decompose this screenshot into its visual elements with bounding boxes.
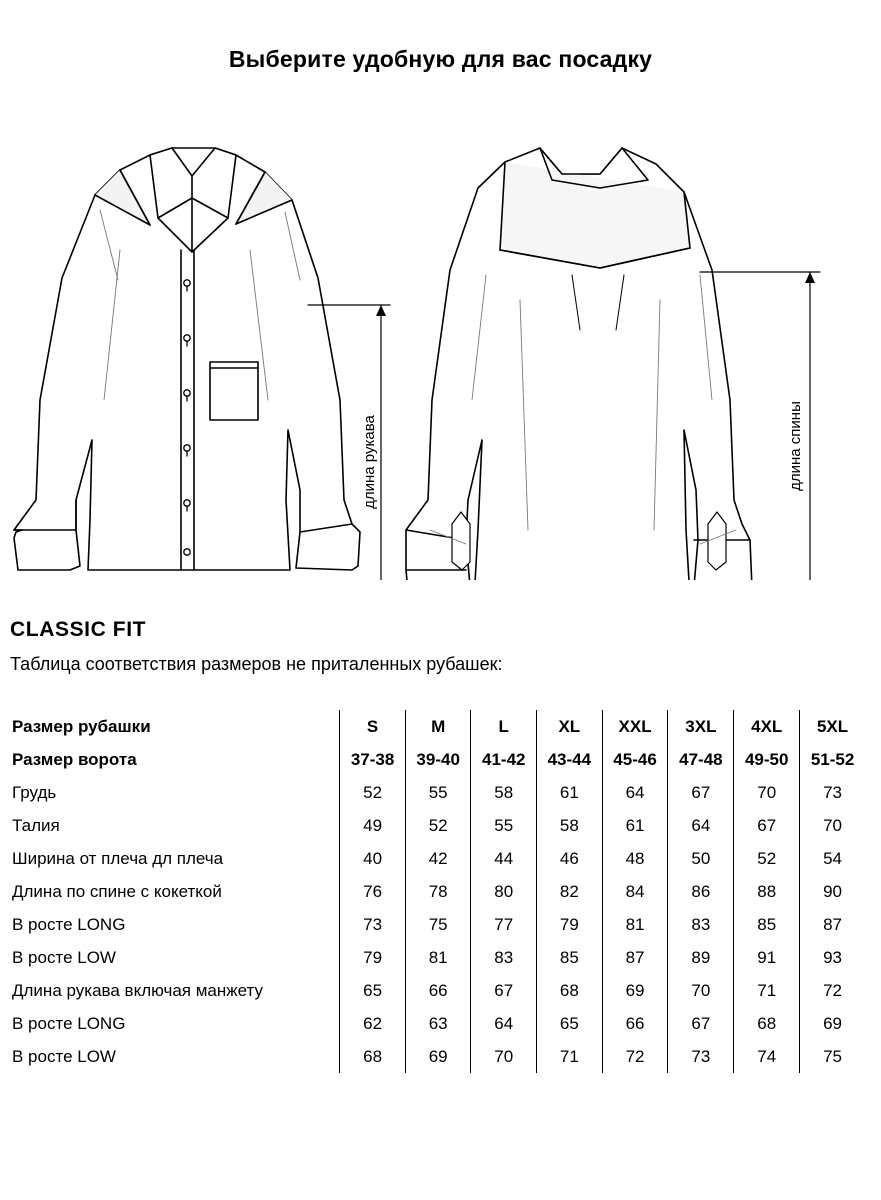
- measurement-cell: 54: [800, 842, 865, 875]
- measurement-cell: 93: [800, 941, 865, 974]
- measurement-cell: 41-42: [471, 743, 537, 776]
- measurement-cell: 61: [537, 776, 603, 809]
- row-label: В росте LOW: [12, 1046, 116, 1066]
- measurement-cell: 44: [471, 842, 537, 875]
- measurement-cell: 46: [537, 842, 603, 875]
- size-table: [10, 710, 865, 1073]
- row-label: Длина рукава включая манжету: [12, 980, 264, 1000]
- row-label: В росте LONG: [12, 1013, 126, 1033]
- measurement-cell: 83: [668, 908, 734, 941]
- measurement-cell: 40: [340, 842, 406, 875]
- sleeve-length-label: длина рукава: [361, 415, 378, 509]
- measurement-cell: 69: [602, 974, 668, 1007]
- measurement-cell: 49: [340, 809, 406, 842]
- measurement-cell: 62: [340, 1007, 406, 1040]
- measurement-cell: 65: [340, 974, 406, 1007]
- measurement-cell: 66: [405, 974, 471, 1007]
- measurement-cell: 87: [800, 908, 865, 941]
- table-row: [10, 1040, 865, 1073]
- measurement-cell: 48: [602, 842, 668, 875]
- measurement-cell: 72: [602, 1040, 668, 1073]
- size-column-header: XXL: [602, 710, 668, 743]
- measurement-cell: 64: [602, 776, 668, 809]
- shirt-front-view: [14, 148, 360, 570]
- measurement-cell: 88: [734, 875, 800, 908]
- measurement-cell: 58: [471, 776, 537, 809]
- measurement-cell: 37-38: [340, 743, 406, 776]
- table-row: [10, 776, 865, 809]
- shirt-back-view: [406, 148, 752, 580]
- measurement-cell: 68: [340, 1040, 406, 1073]
- measurement-cell: 75: [405, 908, 471, 941]
- measurement-cell: 80: [471, 875, 537, 908]
- page-title: Выберите удобную для вас посадку: [228, 46, 653, 72]
- measurement-cell: 79: [340, 941, 406, 974]
- table-row: [10, 743, 865, 776]
- table-row: [10, 908, 865, 941]
- row-label: Размер ворота: [12, 749, 137, 769]
- measurement-cell: 91: [734, 941, 800, 974]
- measurement-cell: 82: [537, 875, 603, 908]
- measurement-cell: 73: [340, 908, 406, 941]
- measurement-cell: 61: [602, 809, 668, 842]
- measurement-cell: 67: [734, 809, 800, 842]
- measurement-cell: 72: [800, 974, 865, 1007]
- measurement-cell: 70: [668, 974, 734, 1007]
- size-table-body: [10, 710, 865, 1073]
- measurement-cell: 68: [734, 1007, 800, 1040]
- table-row: [10, 941, 865, 974]
- measurement-cell: 84: [602, 875, 668, 908]
- measurement-cell: 42: [405, 842, 471, 875]
- shirt-diagram: [0, 100, 881, 580]
- measurement-cell: 90: [800, 875, 865, 908]
- row-label: В росте LOW: [12, 947, 116, 967]
- measurement-cell: 47-48: [668, 743, 734, 776]
- measurement-cell: 66: [602, 1007, 668, 1040]
- back-length-label: длина спины: [787, 401, 804, 491]
- table-header-label: Размер рубашки: [12, 716, 151, 736]
- measurement-cell: 74: [734, 1040, 800, 1073]
- row-label: В росте LONG: [12, 914, 126, 934]
- measurement-cell: 52: [405, 809, 471, 842]
- measurement-cell: 67: [668, 776, 734, 809]
- measurement-cell: 85: [537, 941, 603, 974]
- measurement-cell: 78: [405, 875, 471, 908]
- measurement-cell: 86: [668, 875, 734, 908]
- measurement-cell: 73: [668, 1040, 734, 1073]
- size-column-header: 5XL: [800, 710, 865, 743]
- measurement-cell: 67: [471, 974, 537, 1007]
- size-column-header: 4XL: [734, 710, 800, 743]
- measurement-cell: 69: [800, 1007, 865, 1040]
- row-label: Грудь: [12, 782, 57, 802]
- measurement-cell: 65: [537, 1007, 603, 1040]
- measurement-cell: 55: [471, 809, 537, 842]
- measurement-cell: 63: [405, 1007, 471, 1040]
- measurement-cell: 70: [734, 776, 800, 809]
- measurement-cell: 70: [471, 1040, 537, 1073]
- measurement-cell: 69: [405, 1040, 471, 1073]
- size-column-header: M: [405, 710, 471, 743]
- table-row: [10, 875, 865, 908]
- size-column-header: S: [340, 710, 406, 743]
- table-row: [10, 842, 865, 875]
- measurement-cell: 75: [800, 1040, 865, 1073]
- measurement-cell: 81: [602, 908, 668, 941]
- measurement-cell: 76: [340, 875, 406, 908]
- measurement-cell: 58: [537, 809, 603, 842]
- row-label: Талия: [12, 815, 60, 835]
- measurement-cell: 51-52: [800, 743, 865, 776]
- table-row: [10, 1007, 865, 1040]
- table-row: [10, 974, 865, 1007]
- measurement-cell: 45-46: [602, 743, 668, 776]
- size-column-header: L: [471, 710, 537, 743]
- measurement-cell: 83: [471, 941, 537, 974]
- measurement-cell: 85: [734, 908, 800, 941]
- size-table-wrapper: [10, 710, 870, 1073]
- row-label: Длина по спине с кокеткой: [12, 881, 222, 901]
- measurement-cell: 89: [668, 941, 734, 974]
- measurement-cell: 73: [800, 776, 865, 809]
- measurement-cell: 79: [537, 908, 603, 941]
- measurement-cell: 77: [471, 908, 537, 941]
- measurement-cell: 43-44: [537, 743, 603, 776]
- measurement-cell: 70: [800, 809, 865, 842]
- measurement-cell: 52: [734, 842, 800, 875]
- measurement-cell: 81: [405, 941, 471, 974]
- table-row: [10, 809, 865, 842]
- measurement-cell: 49-50: [734, 743, 800, 776]
- row-label: Ширина от плеча дл плеча: [12, 848, 224, 868]
- measurement-cell: 39-40: [405, 743, 471, 776]
- measurement-cell: 64: [668, 809, 734, 842]
- fit-name: CLASSIC FIT: [10, 618, 147, 641]
- measurement-cell: 71: [734, 974, 800, 1007]
- measurement-cell: 68: [537, 974, 603, 1007]
- measurement-cell: 55: [405, 776, 471, 809]
- size-column-header: XL: [537, 710, 603, 743]
- measurement-cell: 67: [668, 1007, 734, 1040]
- size-column-header: 3XL: [668, 710, 734, 743]
- measurement-cell: 87: [602, 941, 668, 974]
- table-header-row: [10, 710, 865, 743]
- measurement-cell: 50: [668, 842, 734, 875]
- measurement-cell: 71: [537, 1040, 603, 1073]
- measurement-cell: 52: [340, 776, 406, 809]
- fit-subtitle: Таблица соответствия размеров не приталенных рубашек:: [10, 654, 503, 674]
- measurement-cell: 64: [471, 1007, 537, 1040]
